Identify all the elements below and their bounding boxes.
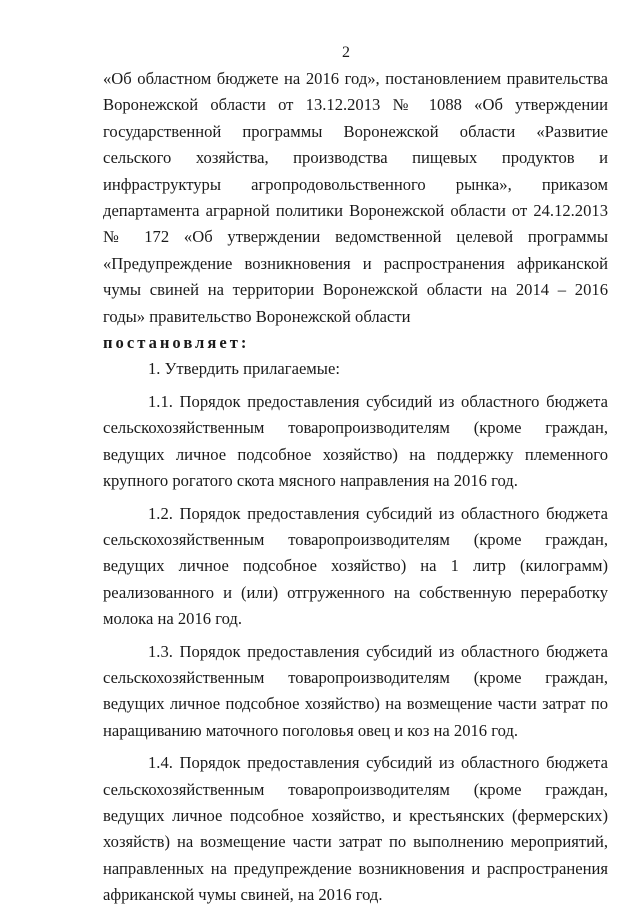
item-1-4: 1.4. Порядок предоставления субсидий из областного бюджета сельскохозяйственным товаропроизводителям (кроме граждан, ведущих личное подсобное хозяйство, и крестьянских (фермерских) хозяйств) на возмещение части затрат по выполнению мероприятий, направленных на предупреждение возникновения и распространения африканской чумы свиней, на 2016 год.	[103, 753, 608, 905]
document-body	[103, 66, 608, 909]
item-1-2: 1.2. Порядок предоставления субсидий из областного бюджета сельскохозяйственным товаропроизводителям (кроме граждан, ведущих личное подсобное хозяйство) на 1 литр (килограмм) реализованного и (или) отгруженного на собственную переработку молока на 2016 год.	[103, 503, 608, 629]
item-1: 1. Утвердить прилагаемые:	[148, 359, 340, 379]
page-number: 2	[342, 44, 350, 61]
intro-paragraph: «Об областном бюджете на 2016 год», постановлением правительства Воронежской области от 13.12.2013 № 1088 «Об утверждении государственной программы Воронежской области «Развитие сельского хозяйства, производства пищевых продуктов и инфраструктуры агропродовольственного рынка», приказом департамента аграрной политики Воронежской области от 24.12.2013 № 172 «Об утверждении ведомственной целевой программы «Предупреждение возникновения и распространения африканской чумы свиней на территории Воронежской области на 2014 – 2016 годы» правительство Воронежской области	[103, 69, 608, 326]
decree-word: постановляет:	[103, 333, 250, 353]
item-1-3: 1.3. Порядок предоставления субсидий из областного бюджета сельскохозяйственным товаропроизводителям (кроме граждан, ведущих личное подсобное хозяйство) на возмещение части затрат по наращиванию маточного поголовья овец и коз на 2016 год.	[103, 641, 608, 740]
item-1-1: 1.1. Порядок предоставления субсидий из областного бюджета сельскохозяйственным товаропроизводителям (кроме граждан, ведущих личное подсобное хозяйство) на поддержку племенного крупного рогатого скота мясного направления на 2016 год.	[103, 391, 608, 491]
